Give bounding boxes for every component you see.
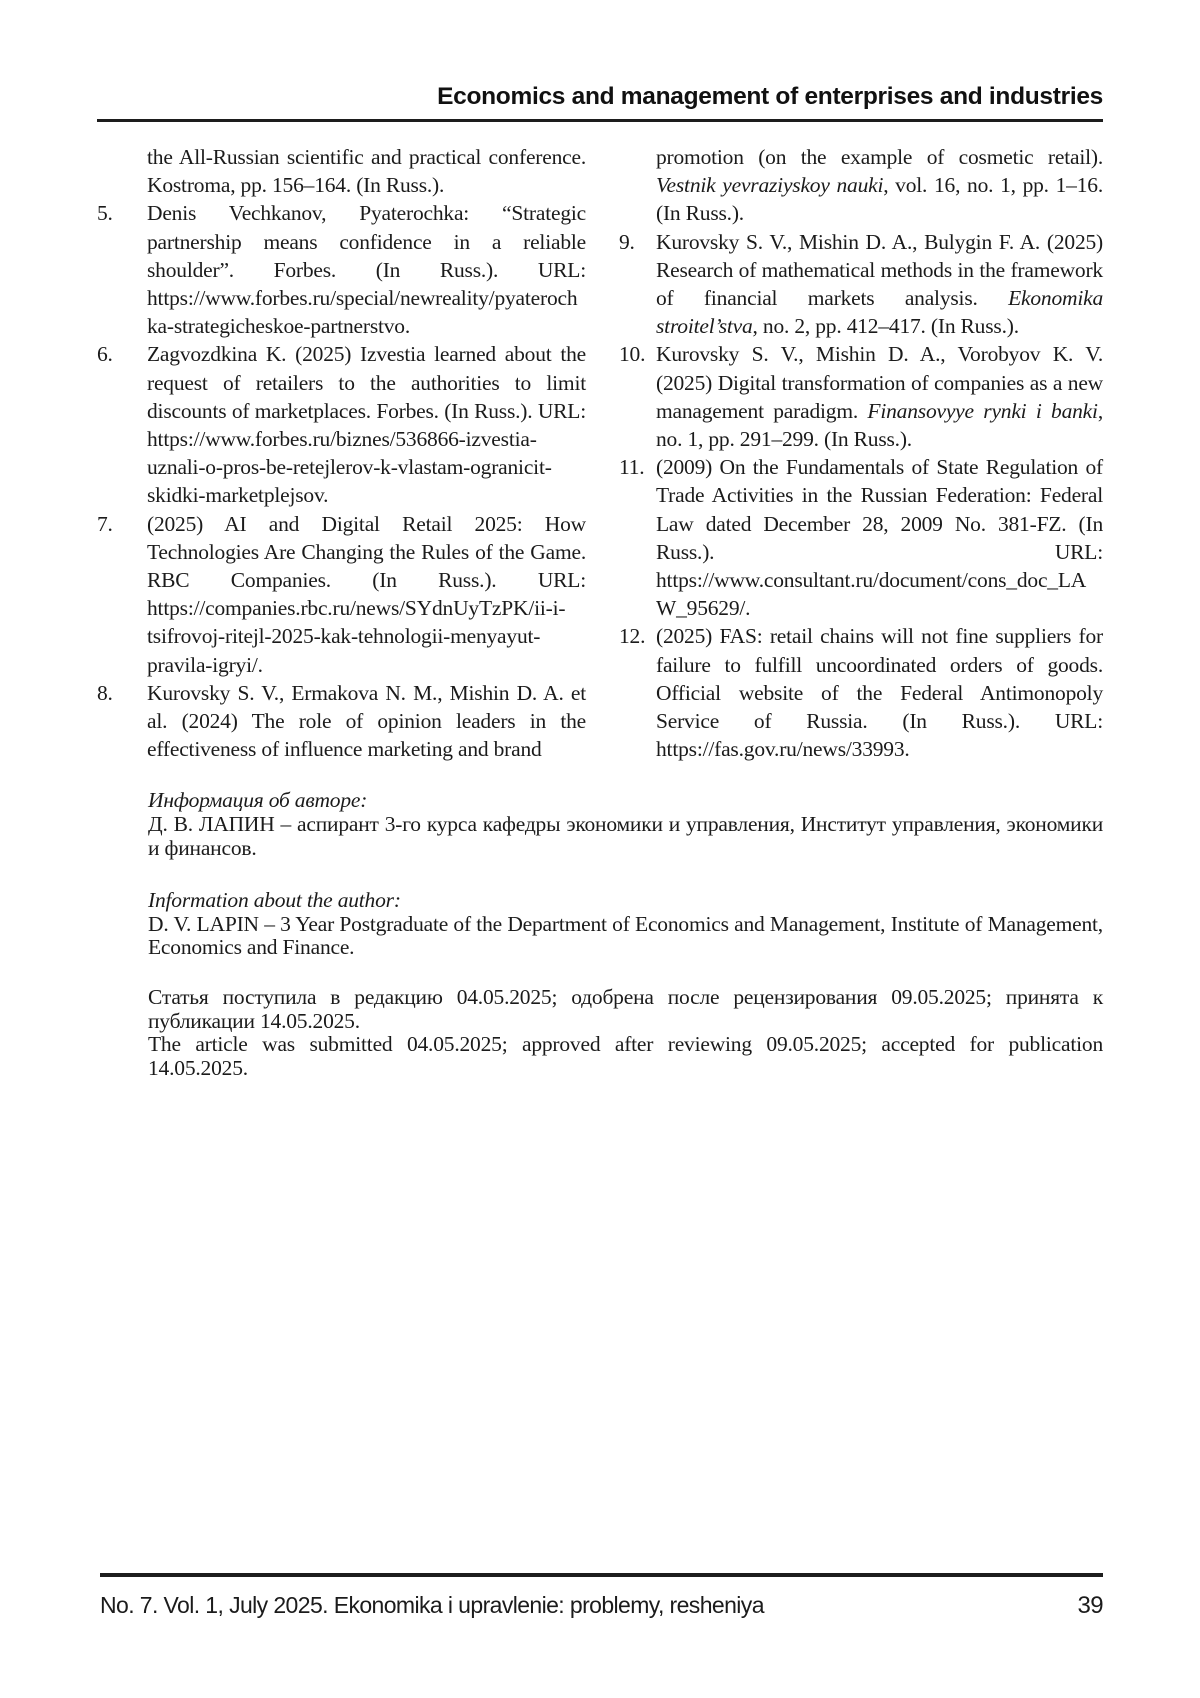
reference-text-segment: Finansovyye rynki i banki [867,398,1098,423]
reference-text-segment: the All-Russian scientific and practical conference. Kostroma, pp. 156–164. (In Russ.). [147,145,586,198]
reference-text [147,199,586,340]
reference-text-segment: Kurovsky S. V., Mishin D. A., Bulygin F. A. (2025) Research of mathematical methods in the framework of financial markets analysis. [656,229,1103,311]
reference-text-segment: , vol. 16, no. 1, pp. 1–16. (In Russ.). [656,173,1103,226]
reference-text [656,143,1103,228]
reference-text-segment: Kurovsky S. V., Ermakova N. M., Mishin D. A. et al. (2024) The role of opinion leaders in the effectiveness of influence marketing and brand [147,680,586,762]
reference-item [97,510,586,679]
reference-text-segment: , no. 1, pp. 291–299. (In Russ.). [656,398,1103,452]
reference-item [97,340,586,509]
reference-item [97,143,586,199]
footer-row [100,1592,1103,1620]
reference-item [619,340,1103,453]
reference-item [97,199,586,340]
reference-text [147,510,586,679]
reference-item [97,679,586,764]
reference-text [656,340,1103,453]
reference-text-segment: (2025) AI and Digital Retail 2025: How Technologies Are Changing the Rules of the Game. RBC Companies. (In Russ.). URL: https://companies.rbc.ru/news/SYdnUyTzPK/ii-i-tsifrovoj-ritejl-2025-kak-tehnologii-menyayut-pravila-igryi/. [147,511,586,677]
reference-text-segment: (2025) FAS: retail chains will not fine suppliers for failure to fulfill uncoordinated orders of goods. Official website of the Federal Antimonopoly Service of Russia. (In Russ.). URL: https://fas.gov.ru/news/33993. [656,624,1103,762]
reference-number: 11. [619,455,645,480]
reference-number: 7. [97,511,113,536]
references-section [97,143,1103,763]
running-head-title: Economics and management of enterprises and industries [437,83,1103,110]
references-column-left [97,143,586,763]
reference-text-segment: , no. 2, pp. 412–417. (In Russ.). [752,314,1019,339]
author-info-ru [148,789,1103,860]
reference-text [147,340,586,509]
author-info-en-text: D. V. LAPIN – 3 Year Postgraduate of the Department of Economics and Management, Institute of Management, Economics and Finance. [148,911,1103,960]
reference-text-segment: Kurovsky S. V., Mishin D. A., Vorobyov K. V. (2025) Digital transformation of companies as a new management paradigm. [656,342,1103,423]
reference-text-segment: Denis Vechkanov, Pyaterochka: “Strategic partnership means confidence in a reliable shoulder”. Forbes. (In Russ.). URL: https://www.forbes.ru/special/newreality/pyaterochka-strategicheskoe-partnerstvo. [147,201,586,339]
author-info-ru-text: Д. В. ЛАПИН – аспирант 3-го курса кафедры экономики и управления, Институт управления, экономики и финансов. [148,812,1103,860]
reference-text [656,228,1103,341]
article-dates-en: The article was submitted 04.05.2025; approved after reviewing 09.05.2025; accepted for publication 14.05.2025. [148,1032,1103,1080]
reference-number: 6. [97,342,113,367]
page-footer [100,1573,1103,1620]
reference-text [147,679,586,764]
reference-text [147,143,586,199]
page-header [97,84,1103,122]
reference-item [619,622,1103,763]
reference-text [656,622,1103,763]
reference-item [619,143,1103,228]
references-column-right [619,143,1103,763]
author-info-ru-label: Информация об авторе: [148,788,368,813]
reference-number: 12. [619,624,646,649]
author-info-en [148,889,1103,960]
reference-text-segment: (2009) On the Fundamentals of State Regulation of Trade Activities in the Russian Federation: Federal Law dated December 28, 2009 No. 381-FZ. (In Russ.). URL: https://www.consultant.ru/document/cons_doc_LAW_95629/. [656,455,1103,621]
author-info-en-label: Information about the author: [148,888,401,913]
reference-number: 10. [619,342,646,367]
reference-text-segment: Ekonomika stroitel’stva [656,286,1103,339]
reference-number [97,143,147,199]
header-rule [97,119,1103,122]
reference-item [619,453,1103,622]
reference-text-segment: Zagvozdkina K. (2025) Izvestia learned about the request of retailers to the authorities to limit discounts of marketplaces. Forbes. (In Russ.). URL: https://www.forbes.ru/biznes/536866-izvestia-uznali-o-pros-be-retejlerov-k-vlastam-ogranicit-skidki-marketplejsov. [147,342,586,508]
footer-page-number: 39 [1077,1592,1103,1619]
reference-number: 9. [619,229,635,254]
reference-number [619,143,656,228]
reference-item [619,228,1103,341]
footer-journal-line: No. 7. Vol. 1, July 2025. Ekonomika i upravlenie: problemy, resheniya [100,1592,764,1618]
article-dates-ru: Статья поступила в редакцию 04.05.2025; одобрена после рецензирования 09.05.2025; принята к публикации 14.05.2025. [148,985,1103,1033]
reference-text [656,453,1103,622]
reference-number: 8. [97,680,113,705]
reference-text-segment: Vestnik yevraziyskoy nauki [656,173,884,198]
reference-number: 5. [97,201,113,226]
footer-rule [100,1573,1103,1577]
article-dates [148,986,1103,1080]
reference-text-segment: promotion (on the example of cosmetic retail). [656,145,1103,169]
